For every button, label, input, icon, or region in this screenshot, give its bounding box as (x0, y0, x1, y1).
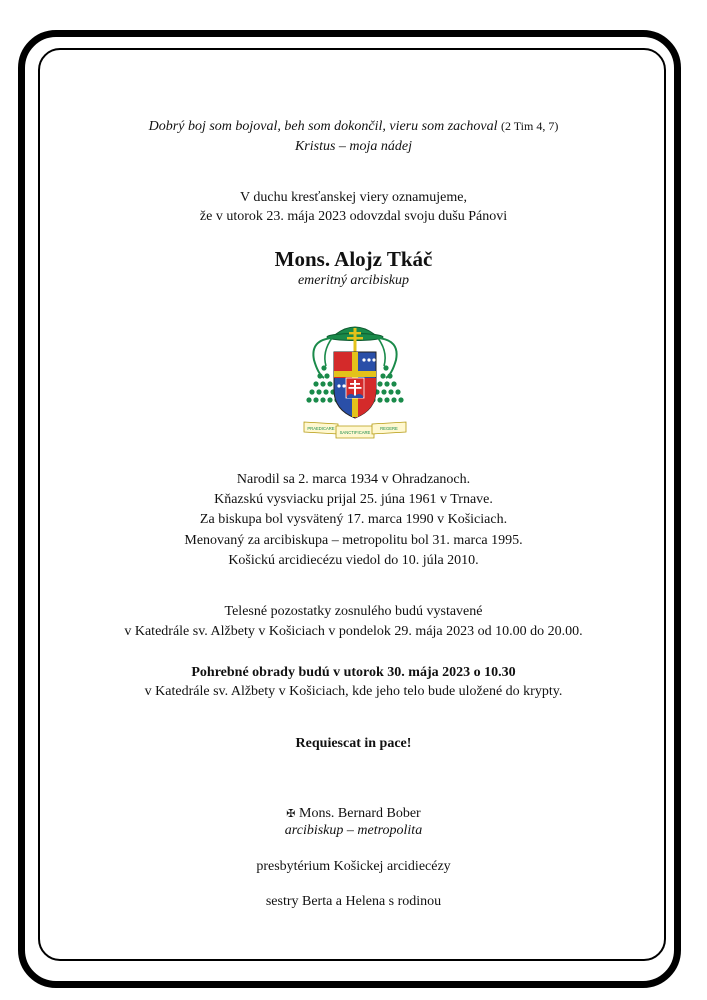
biography-line-1: Narodil sa 2. marca 1934 v Ohradzanoch. (236, 472, 471, 487)
biography-line-3: Za biskupa bol vysvätený 17. marca 1990 v Košiciach. (199, 512, 508, 527)
viewing-line2: v Katedrále sv. Alžbety v Košiciach v pondelok 29. mája 2023 od 10.00 do 20.00. (124, 624, 583, 639)
biography-line-4: Menovaný za arcibiskupa – metropolitu bol 31. marca 1995. (184, 533, 523, 548)
bishop-title: arcibiskup – metropolita (284, 823, 423, 838)
biography-line-5: Košickú arcidiecézu viedol do 10. júla 2010. (228, 553, 479, 568)
scroll-word-3: REGERE (380, 426, 398, 431)
bishop-name-line (0, 805, 707, 823)
viewing-line1: Telesné pozostatky zosnulého budú vystavené (224, 604, 483, 619)
family-line: sestry Berta a Helena s rodinou (265, 894, 442, 909)
motto-line2: Kristus – moja nádej (294, 139, 413, 154)
motto-verse: Dobrý boj som bojoval, beh som dokončil, vieru som zachoval (148, 119, 498, 134)
cross-icon: ✠ (286, 807, 296, 820)
announcement-line2: že v utorok 23. mája 2023 odovzdal svoju dušu Pánovi (199, 209, 508, 224)
episcopal-coat-of-arms-icon (302, 318, 408, 442)
funeral-line2: v Katedrále sv. Alžbety v Košiciach, kde jeho telo bude uložené do krypty. (144, 684, 563, 699)
biography-line-2: Kňazskú vysviacku prijal 25. júna 1961 v Trnave. (214, 492, 493, 507)
bishop-name: Mons. Bernard Bober (299, 806, 421, 821)
presbyterium-line: presbytérium Košickej arcidiecézy (256, 859, 451, 874)
closing-prayer: Requiescat in pace! (295, 736, 412, 751)
motto-reference: (2 Tim 4, 7) (500, 119, 559, 133)
announcement-line1: V duchu kresťanskej viery oznamujeme, (240, 190, 467, 205)
scroll-word-1: PRAEDICARE (307, 426, 335, 431)
deceased-name: Mons. Alojz Tkáč (274, 247, 433, 271)
motto-verse-line (0, 117, 707, 136)
scroll-word-2: SANCTIFICARE (339, 430, 371, 435)
funeral-line1: Pohrebné obrady budú v utorok 30. mája 2023 o 10.30 (191, 665, 516, 680)
deceased-title: emeritný arcibiskup (297, 273, 410, 288)
